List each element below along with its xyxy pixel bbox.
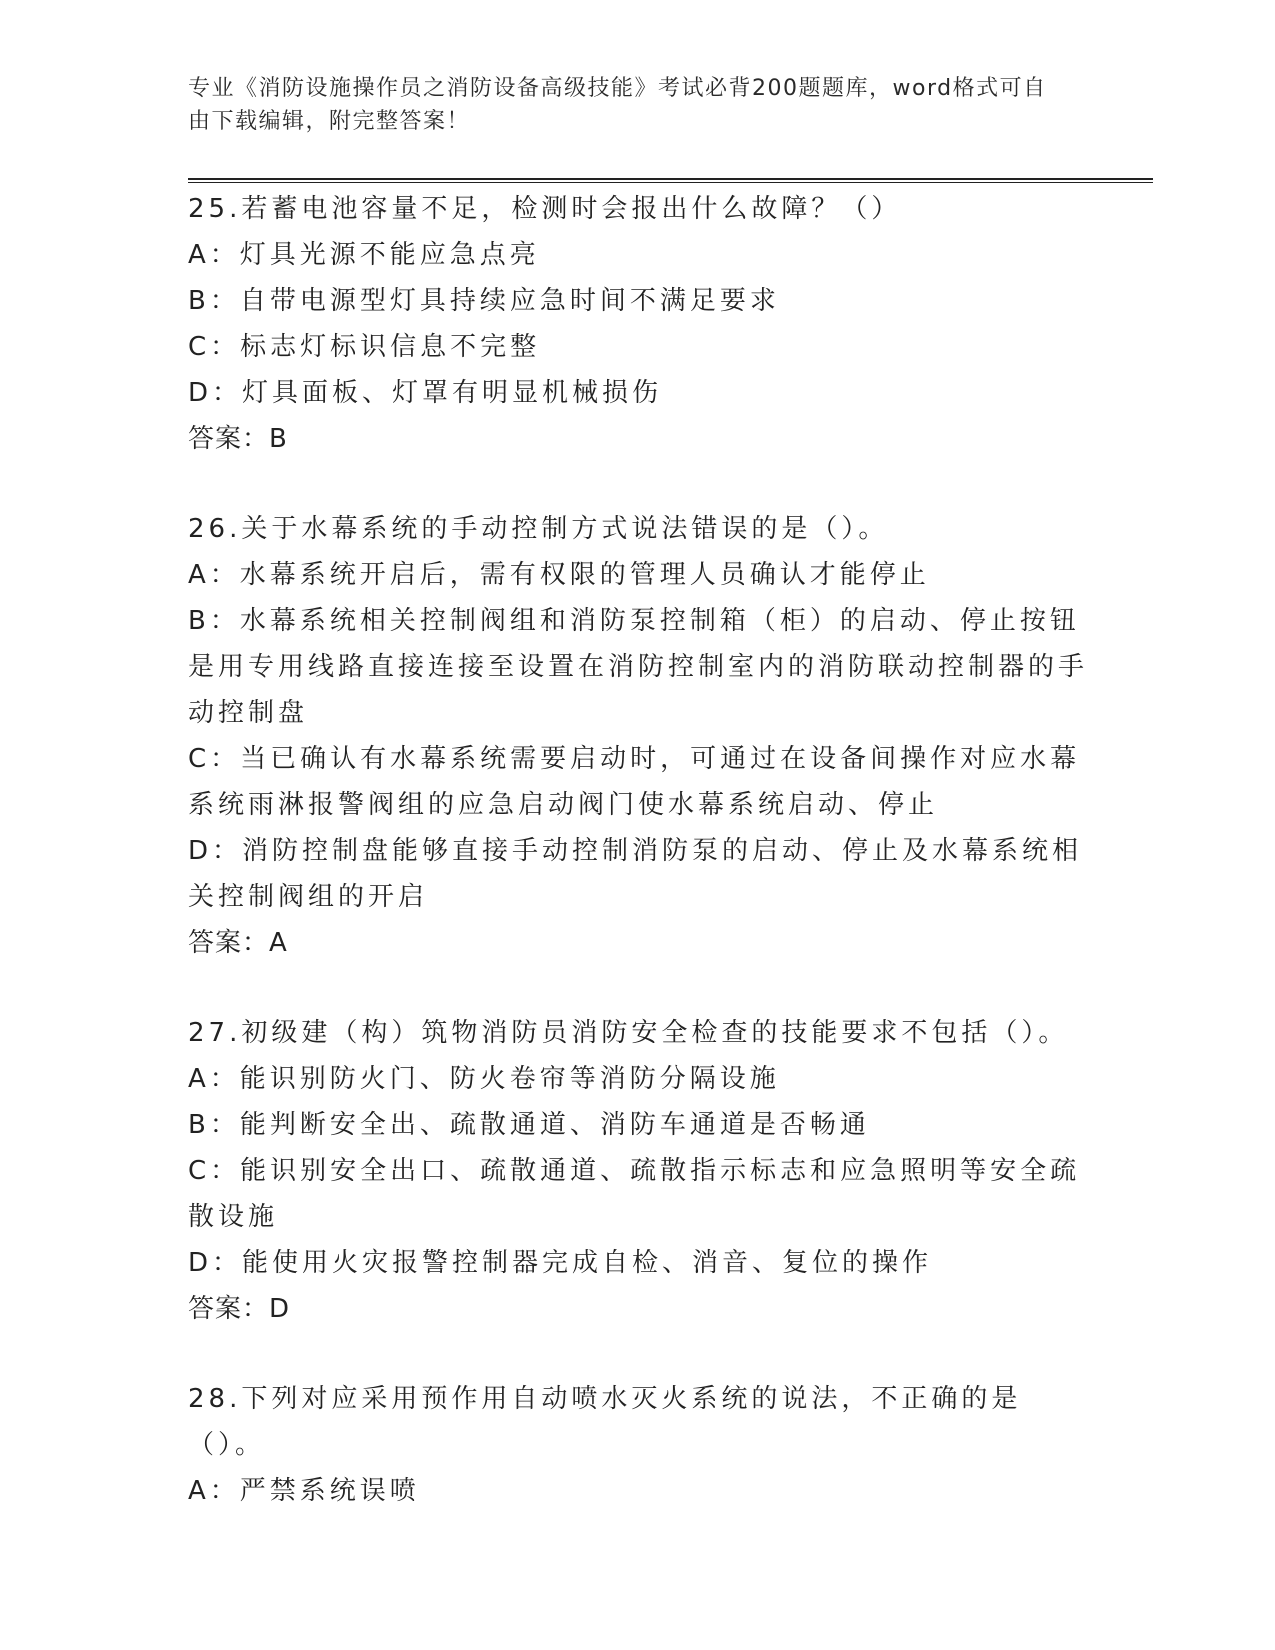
option-d: D：灯具面板、灯罩有明显机械损伤: [188, 378, 663, 408]
question-list: [188, 186, 1088, 1558]
option-c: C：标志灯标识信息不完整: [188, 332, 541, 362]
option-a: A：灯具光源不能应急点亮: [188, 240, 540, 270]
question-27: [188, 1010, 1088, 1332]
answer-line: 答案：A: [188, 928, 288, 958]
option-a: A：水幕系统开启后，需有权限的管理人员确认才能停止: [188, 560, 930, 590]
option-b: B：水幕系统相关控制阀组和消防泵控制箱（柜）的启动、停止按钮是用专用线路直接连接至设置在消防控制室内的消防联动控制器的手动控制盘: [188, 606, 1089, 728]
option-a: A：严禁系统误喷: [188, 1476, 420, 1506]
question-stem: 28.下列对应采用预作用自动喷水灭火系统的说法，不正确的是（）。: [188, 1384, 1022, 1460]
question-26: [188, 506, 1088, 966]
option-c: C：当已确认有水幕系统需要启动时，可通过在设备间操作对应水幕系统雨淋报警阀组的应急启动阀门使水幕系统启动、停止: [188, 744, 1081, 820]
header-divider: [188, 178, 1153, 183]
option-d: D：消防控制盘能够直接手动控制消防泵的启动、停止及水幕系统相关控制阀组的开启: [188, 836, 1083, 912]
answer-line: 答案：B: [188, 424, 288, 454]
answer-line: 答案：D: [188, 1294, 291, 1324]
question-28: [188, 1376, 1088, 1514]
option-c: C：能识别安全出口、疏散通道、疏散指示标志和应急照明等安全疏散设施: [188, 1156, 1081, 1232]
option-a: A：能识别防火门、防火卷帘等消防分隔设施: [188, 1064, 780, 1094]
question-stem: 26.关于水幕系统的手动控制方式说法错误的是（）。: [188, 514, 889, 544]
option-b: B：能判断安全出、疏散通道、消防车通道是否畅通: [188, 1110, 870, 1140]
question-stem: 25.若蓄电池容量不足，检测时会报出什么故障？（）: [188, 194, 902, 224]
option-b: B：自带电源型灯具持续应急时间不满足要求: [188, 286, 780, 316]
option-d: D：能使用火灾报警控制器完成自检、消音、复位的操作: [188, 1248, 933, 1278]
question-25: [188, 186, 1088, 462]
document-header: 专业《消防设施操作员之消防设备高级技能》考试必背200题题库，word格式可自由下载编辑，附完整答案！: [188, 76, 1047, 134]
question-stem: 27.初级建（构）筑物消防员消防安全检查的技能要求不包括（）。: [188, 1018, 1069, 1048]
